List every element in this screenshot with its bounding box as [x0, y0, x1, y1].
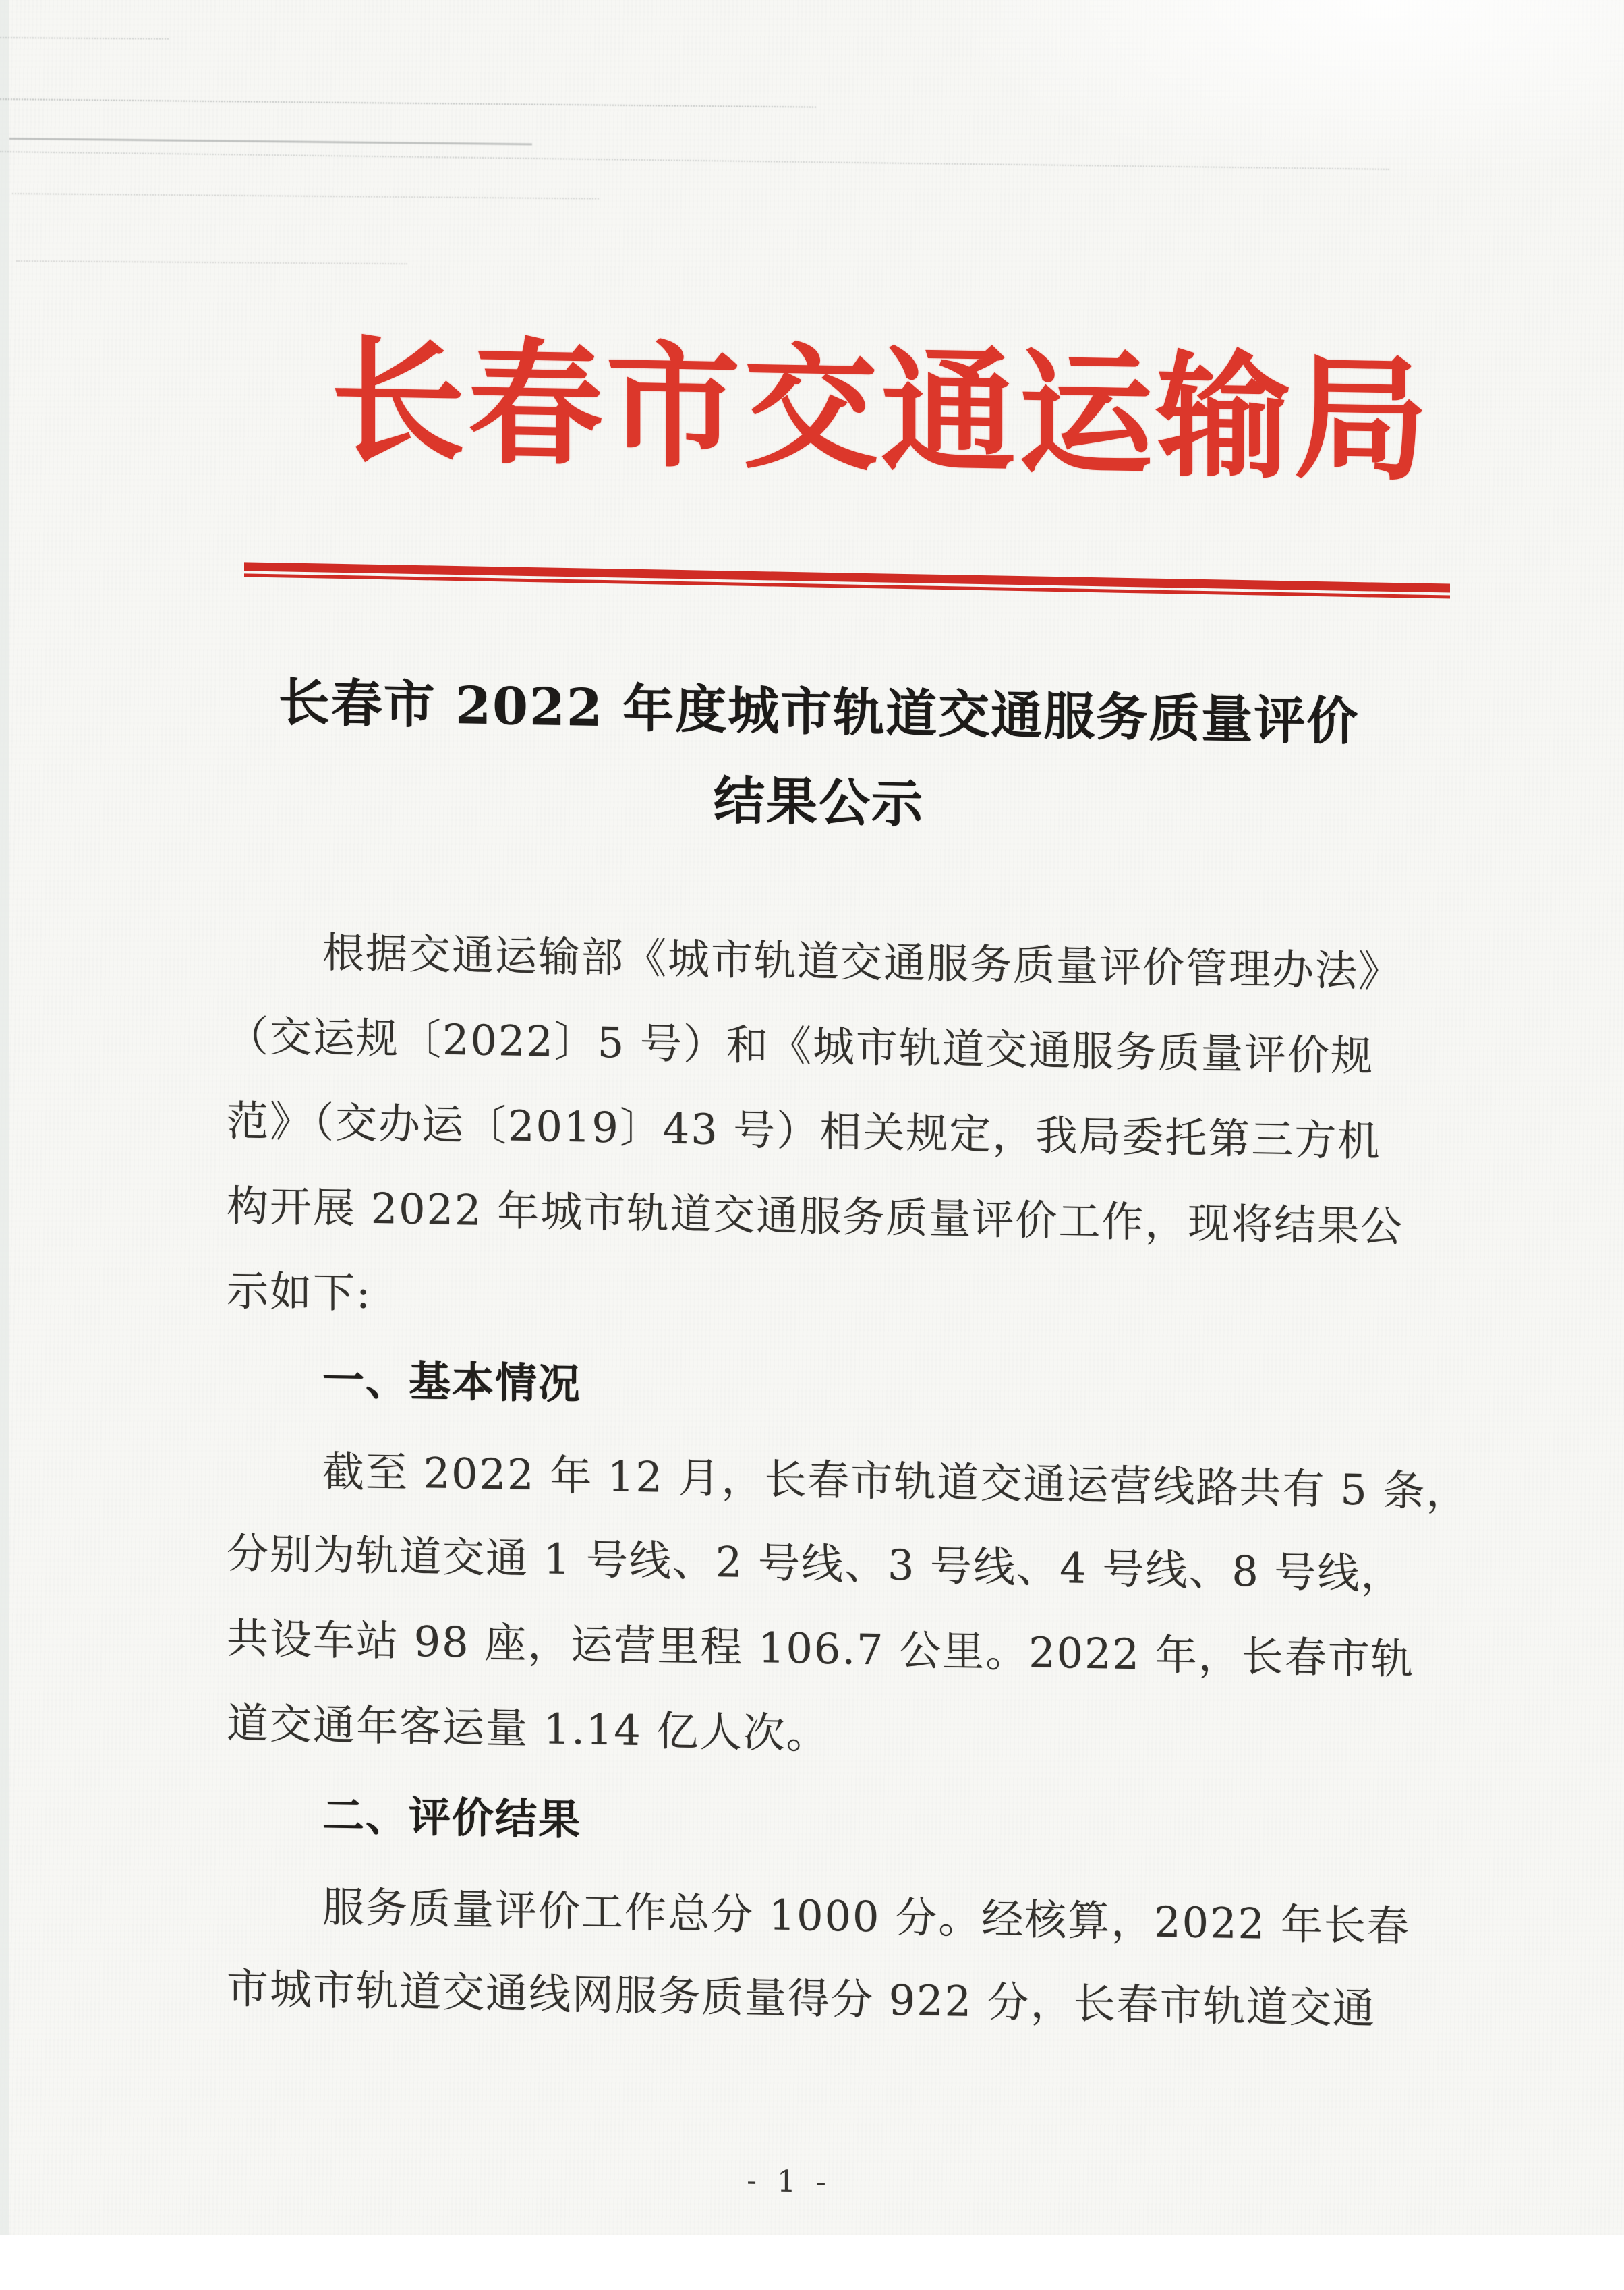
- section-heading-2: 二、评价结果: [322, 1790, 582, 1845]
- page-number: - 1 -: [747, 2163, 832, 2200]
- body-line: 道交通年客运量 1.14 亿人次。: [227, 1698, 830, 1758]
- document-title-line-1: 长春市 2022 年度城市轨道交通服务质量评价: [278, 672, 1360, 752]
- body-line: 市城市轨道交通线网服务质量得分 922 分，长春市轨道交通: [227, 1963, 1376, 2034]
- body-line: （交运规〔2022〕5 号）和《城市轨道交通服务质量评价规: [227, 1010, 1374, 1081]
- scan-edge-bottom: [0, 2235, 1624, 2290]
- section-heading-1: 一、基本情况: [322, 1354, 582, 1409]
- red-separator-rule: [244, 562, 1450, 598]
- body-line: 根据交通运输部《城市轨道交通服务质量评价管理办法》: [322, 927, 1402, 997]
- body-line: 构开展 2022 年城市轨道交通服务质量评价工作，现将结果公: [227, 1180, 1404, 1252]
- agency-red-header: 长春市交通运输局: [330, 321, 1432, 500]
- body-line: 示如下:: [227, 1265, 372, 1318]
- body-line: 服务质量评价工作总分 1000 分。经核算，2022 年长春: [322, 1882, 1410, 1951]
- body-line: 分别为轨道交通 1 号线、2 号线、3 号线、4 号线、8 号线，: [227, 1528, 1404, 1599]
- body-line: 共设车站 98 座，运营里程 106.7 公里。2022 年，长春市轨: [227, 1613, 1414, 1684]
- body-line: 截至 2022 年 12 月，长春市轨道交通运营线路共有 5 条，: [322, 1446, 1470, 1517]
- document-title-line-2: 结果公示: [714, 770, 924, 834]
- body-line: 范》（交办运〔2019〕43 号）相关规定，我局委托第三方机: [227, 1095, 1381, 1166]
